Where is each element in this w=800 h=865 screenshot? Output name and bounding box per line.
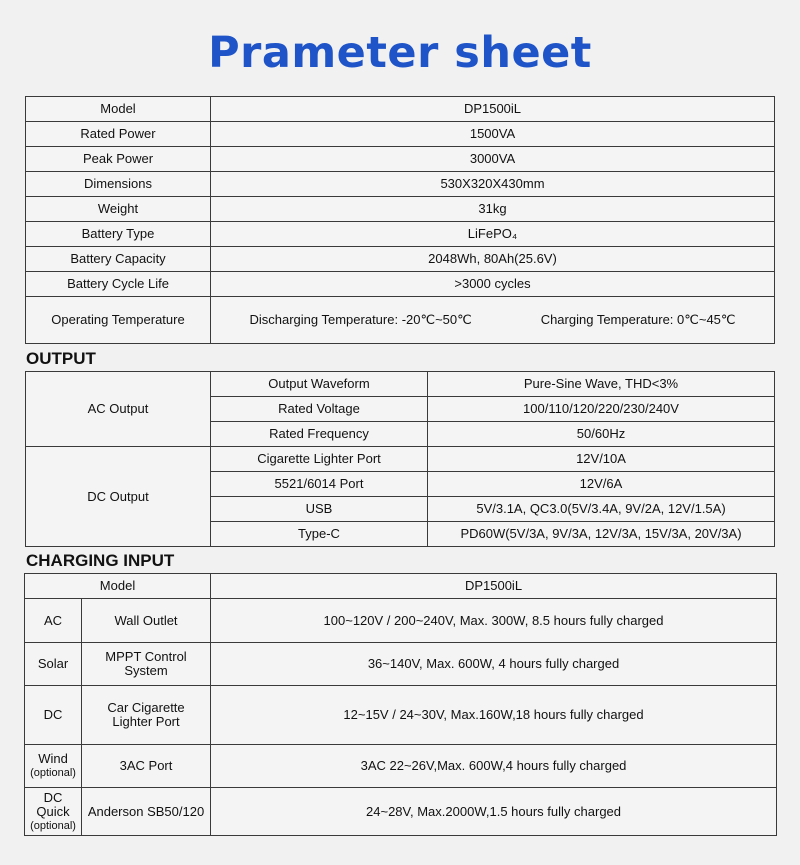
input-type: [25, 599, 82, 643]
output-param: Output Waveform: [211, 372, 428, 397]
input-type-label: DC: [43, 707, 63, 722]
output-value: PD60W(5V/3A, 9V/3A, 12V/3A, 15V/3A, 20V/3A): [428, 522, 775, 547]
spec-value: 3000VA: [211, 147, 775, 172]
output-value: 5V/3.1A, QC3.0(5V/3.4A, 9V/2A, 12V/1.5A): [428, 497, 775, 522]
table-row: [26, 222, 775, 247]
output-param: Cigarette Lighter Port: [211, 447, 428, 472]
charging-input-table: [24, 573, 777, 836]
table-row: [26, 247, 775, 272]
table-row: [26, 297, 775, 344]
spec-value: 31kg: [211, 197, 775, 222]
page-title: Prameter sheet: [208, 28, 592, 78]
charging-input-heading: CHARGING INPUT: [26, 551, 175, 570]
input-spec: 100~120V / 200~240V, Max. 300W, 8.5 hours fully charged: [211, 599, 777, 643]
output-table: [25, 371, 775, 547]
spec-label: Battery Type: [26, 222, 211, 247]
input-port: Wall Outlet: [82, 599, 211, 643]
output-param: USB: [211, 497, 428, 522]
input-type-label: Solar: [37, 656, 69, 671]
input-port: 3AC Port: [82, 745, 211, 788]
charging-temperature: Charging Temperature: 0℃~45℃: [540, 312, 736, 327]
input-spec: 3AC 22~26V,Max. 600W,4 hours fully charged: [211, 745, 777, 788]
spec-value: >3000 cycles: [211, 272, 775, 297]
spec-label: Peak Power: [26, 147, 211, 172]
spec-value: LiFePO₄: [211, 222, 775, 247]
input-spec: 12~15V / 24~30V, Max.160W,18 hours fully charged: [211, 686, 777, 745]
output-param: 5521/6014 Port: [211, 472, 428, 497]
spec-label: Dimensions: [26, 172, 211, 197]
table-row: [26, 197, 775, 222]
spec-value: 2048Wh, 80Ah(25.6V): [211, 247, 775, 272]
spec-value: DP1500iL: [211, 97, 775, 122]
dc-output-label: DC Output: [26, 447, 211, 547]
input-type: [25, 643, 82, 686]
charging-model-value: DP1500iL: [211, 574, 777, 599]
input-type: [25, 788, 82, 836]
table-row: [26, 97, 775, 122]
spec-label: Weight: [26, 197, 211, 222]
output-value: 100/110/120/220/230/240V: [428, 397, 775, 422]
table-row: [25, 745, 777, 788]
input-spec: 36~140V, Max. 600W, 4 hours fully charged: [211, 643, 777, 686]
output-heading: OUTPUT: [26, 349, 96, 368]
charging-model-label: Model: [25, 574, 211, 599]
table-row: [25, 574, 777, 599]
output-value: 12V/6A: [428, 472, 775, 497]
input-type: [25, 745, 82, 788]
input-port: Car Cigarette Lighter Port: [82, 686, 211, 745]
output-param: Rated Frequency: [211, 422, 428, 447]
operating-temperature-cell: [211, 297, 775, 344]
input-port: Anderson SB50/120: [82, 788, 211, 836]
output-param: Rated Voltage: [211, 397, 428, 422]
input-type-label: DC Quick: [36, 789, 70, 819]
input-type-label: Wind: [38, 751, 68, 766]
output-value: Pure-Sine Wave, THD<3%: [428, 372, 775, 397]
output-value: 50/60Hz: [428, 422, 775, 447]
table-row: [26, 122, 775, 147]
input-port: MPPT Control System: [82, 643, 211, 686]
output-param: Type-C: [211, 522, 428, 547]
spec-label: Model: [26, 97, 211, 122]
spec-table: [25, 96, 775, 344]
input-type-label: AC: [43, 612, 63, 628]
spec-value: 530X320X430mm: [211, 172, 775, 197]
spec-value: 1500VA: [211, 122, 775, 147]
table-row: [25, 599, 777, 643]
table-row: [26, 447, 775, 472]
input-spec: 24~28V, Max.2000W,1.5 hours fully charged: [211, 788, 777, 836]
optional-note: (optional): [30, 819, 76, 832]
table-row: [26, 172, 775, 197]
input-type: [25, 686, 82, 745]
spec-label: Operating Temperature: [26, 297, 211, 344]
output-value: 12V/10A: [428, 447, 775, 472]
table-row: [25, 788, 777, 836]
table-row: [26, 147, 775, 172]
spec-label: Battery Cycle Life: [26, 272, 211, 297]
spec-label: Battery Capacity: [26, 247, 211, 272]
discharging-temperature: Discharging Temperature: -20℃~50℃: [249, 312, 472, 327]
optional-note: (optional): [30, 767, 76, 779]
table-row: [25, 686, 777, 745]
spec-label: Rated Power: [26, 122, 211, 147]
table-row: [25, 643, 777, 686]
table-row: [26, 372, 775, 397]
table-row: [26, 272, 775, 297]
ac-output-label: AC Output: [26, 372, 211, 447]
